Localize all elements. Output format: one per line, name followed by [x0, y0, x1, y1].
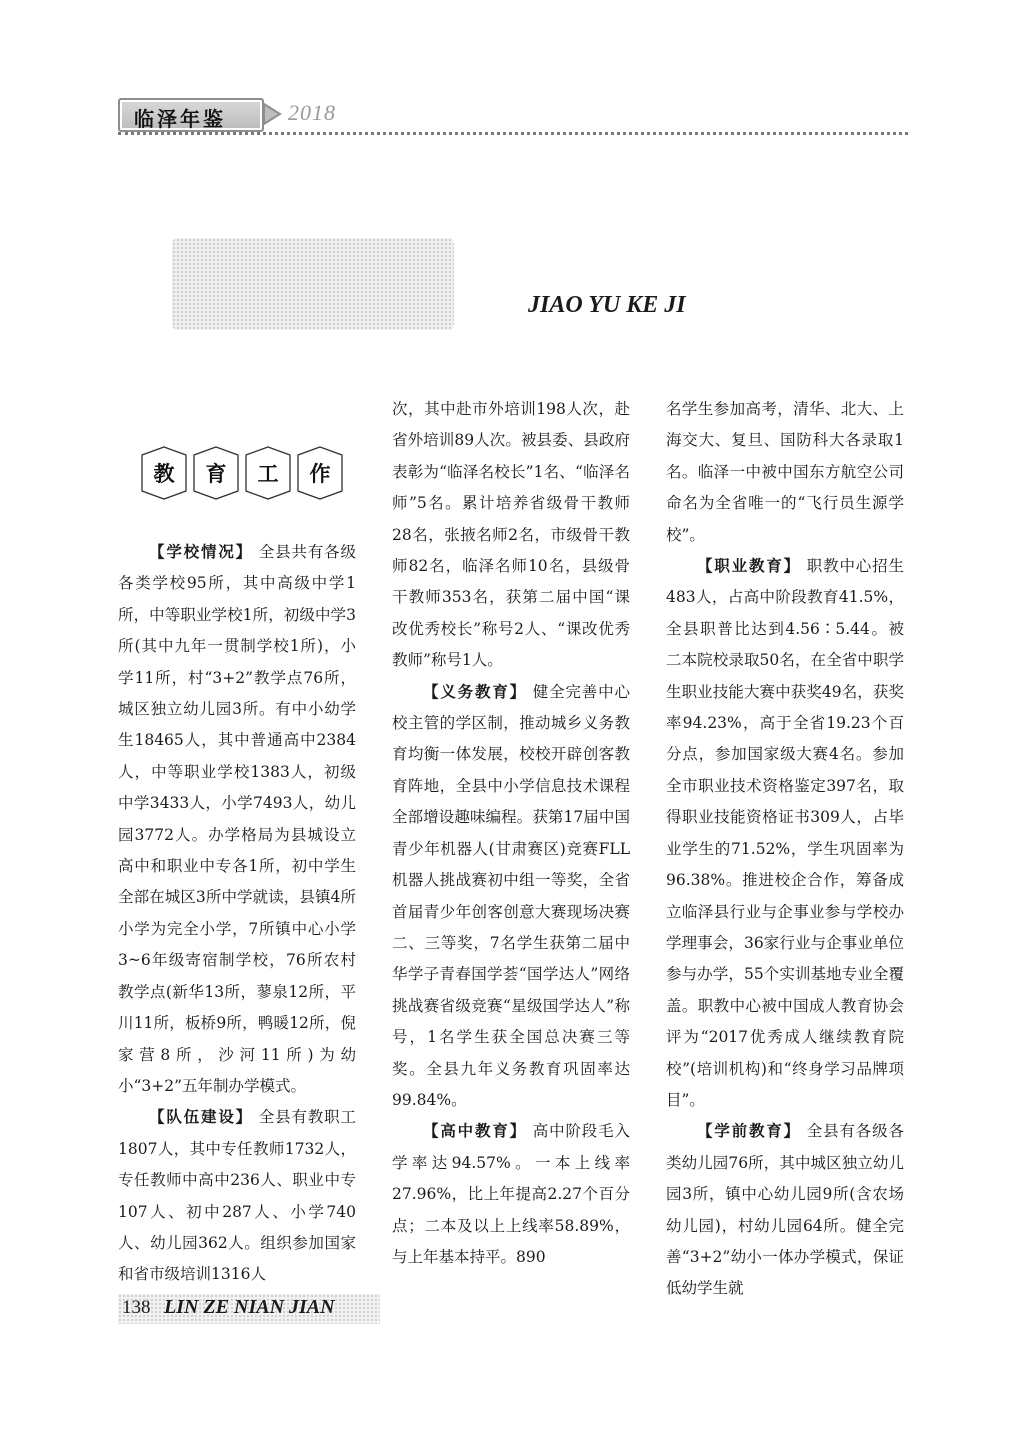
high-school-heading: 【高中教育】 — [423, 1122, 528, 1141]
high-school-body: 高中阶段毛入学率达94.57%。一本上线率27.96%，比上年提高2.27个百分点；二本及以上上线率58.89%，与上年基本持平。890 — [392, 1122, 630, 1266]
topic-char: 教 — [153, 462, 175, 486]
topic-char: 作 — [309, 462, 331, 486]
compulsory-heading: 【义务教育】 — [423, 682, 528, 701]
header-dotted-rule — [118, 132, 908, 135]
preschool-body: 全县有各级各类幼儿园76所，其中城区独立幼儿园3所，镇中心幼儿园9所(含农场幼儿园)，村幼儿园64所。健全完善“3+2”幼小一体办学模式，保证低幼学生就 — [666, 1122, 904, 1298]
school-paragraph — [118, 537, 356, 1102]
staff-body: 全县有教职工1807人，其中专任教师1732人，专任教师中高中236人、职业中专107人、初中287人、小学740人、幼儿园362人。组织参加国家和省市级培训1316人 — [118, 1108, 356, 1284]
topic-heading — [138, 444, 344, 502]
staff-paragraph — [118, 1102, 356, 1290]
section-english-title: JIAO YU KE JI — [528, 292, 686, 318]
arrow-ornament-icon — [262, 102, 284, 126]
vocational-heading: 【职业教育】 — [697, 557, 802, 576]
high-school-paragraph — [392, 1116, 630, 1273]
school-heading: 【学校情况】 — [149, 543, 254, 561]
text-column-2 — [392, 394, 630, 1273]
staff-heading: 【队伍建设】 — [149, 1108, 254, 1127]
high-school-continuation: 名学生参加高考，清华、北大、上海交大、复旦、国防科大各录取1名。临泽一中被中国东方航空公司命名为全省唯一的“飞行员生源学校”。 — [666, 400, 904, 544]
running-header — [118, 94, 908, 140]
section-title-band — [172, 238, 454, 330]
vocational-body: 职教中心招生483人，占高中阶段教育41.5%，全县职普比达到4.56∶5.44。被二本院校录取50名，在全省中职学生职业技能大赛中获奖49名，获奖率94.23%，高于全省19.23个百分点，参加国家级大赛4名。参加全市职业技术资格鉴定397名，取得职业技能资格证书309人，占毕业学生的71.52%，学生巩固率为96.38%。推进校企合作，筹备成立临泽县行业与企事业参与学校办学理事会，36家行业与企事业单位参与办学，55个实训基地专业全覆盖。职教中心被中国成人教育协会评为“2017优秀成人继续教育院校”(培训机构)和“终身学习品牌项目”。 — [666, 557, 904, 1109]
topic-char: 育 — [205, 462, 227, 486]
page-number: 138 — [122, 1297, 151, 1318]
yearbook-title: 临泽年鉴 — [134, 107, 226, 131]
preschool-paragraph — [666, 1116, 904, 1304]
yearbook-year: 2018 — [288, 100, 336, 125]
vocational-paragraph — [666, 551, 904, 1116]
topic-char: 工 — [257, 462, 279, 486]
preschool-heading: 【学前教育】 — [697, 1122, 802, 1141]
page-footer — [118, 1294, 380, 1324]
footer-title: LIN ZE NIAN JIAN — [164, 1296, 335, 1318]
text-column-1 — [118, 537, 356, 1291]
compulsory-paragraph — [392, 677, 630, 1117]
yearbook-title-badge — [118, 98, 264, 132]
school-body: 全县共有各级各类学校95所，其中高级中学1所，中等职业学校1所，初级中学3所(其中九年一贯制学校1所)，小学11所，村“3+2”教学点76所，城区独立幼儿园3所。有中小幼学生18465人，其中普通高中2384人，中等职业学校1383人，初级中学3433人，小学7493人，幼儿园3772人。办学格局为县城设立高中和职业中专各1所，初中学生全部在城区3所中学就读，县镇4所小学为完全小学，7所镇中心小学3~6年级寄宿制学校，76所农村教学点(新华13所，蓼泉12所，平川11所，板桥9所，鸭暖12所，倪家营8所，沙河11所)为幼小“3+2”五年制办学模式。 — [118, 543, 356, 1095]
compulsory-body: 健全完善中心校主管的学区制，推动城乡义务教育均衡一体发展，校校开辟创客教育阵地，全县中小学信息技术课程全部增设趣味编程。获第17届中国青少年机器人(甘肃赛区)竞赛FLL机器人挑战赛初中组一等奖，全省首届青少年创客创意大赛现场决赛二、三等奖，7名学生获第二届中华学子青春国学荟“国学达人”网络挑战赛省级竞赛“星级国学达人”称号，1名学生获全国总决赛三等奖。全县九年义务教育巩固率达99.84%。 — [392, 682, 630, 1109]
text-column-3 — [666, 394, 904, 1305]
staff-continuation: 次，其中赴市外培训198人次，赴省外培训89人次。被县委、县政府表彰为“临泽名校长”1名、“临泽名师”5名。累计培养省级骨干教师28名，张掖名师2名，市级骨干教师82名，临泽名师10名，县级骨干教师353名，获第二届中国“课改优秀校长”称号2人、“课改优秀教师”称号1人。 — [392, 400, 630, 670]
